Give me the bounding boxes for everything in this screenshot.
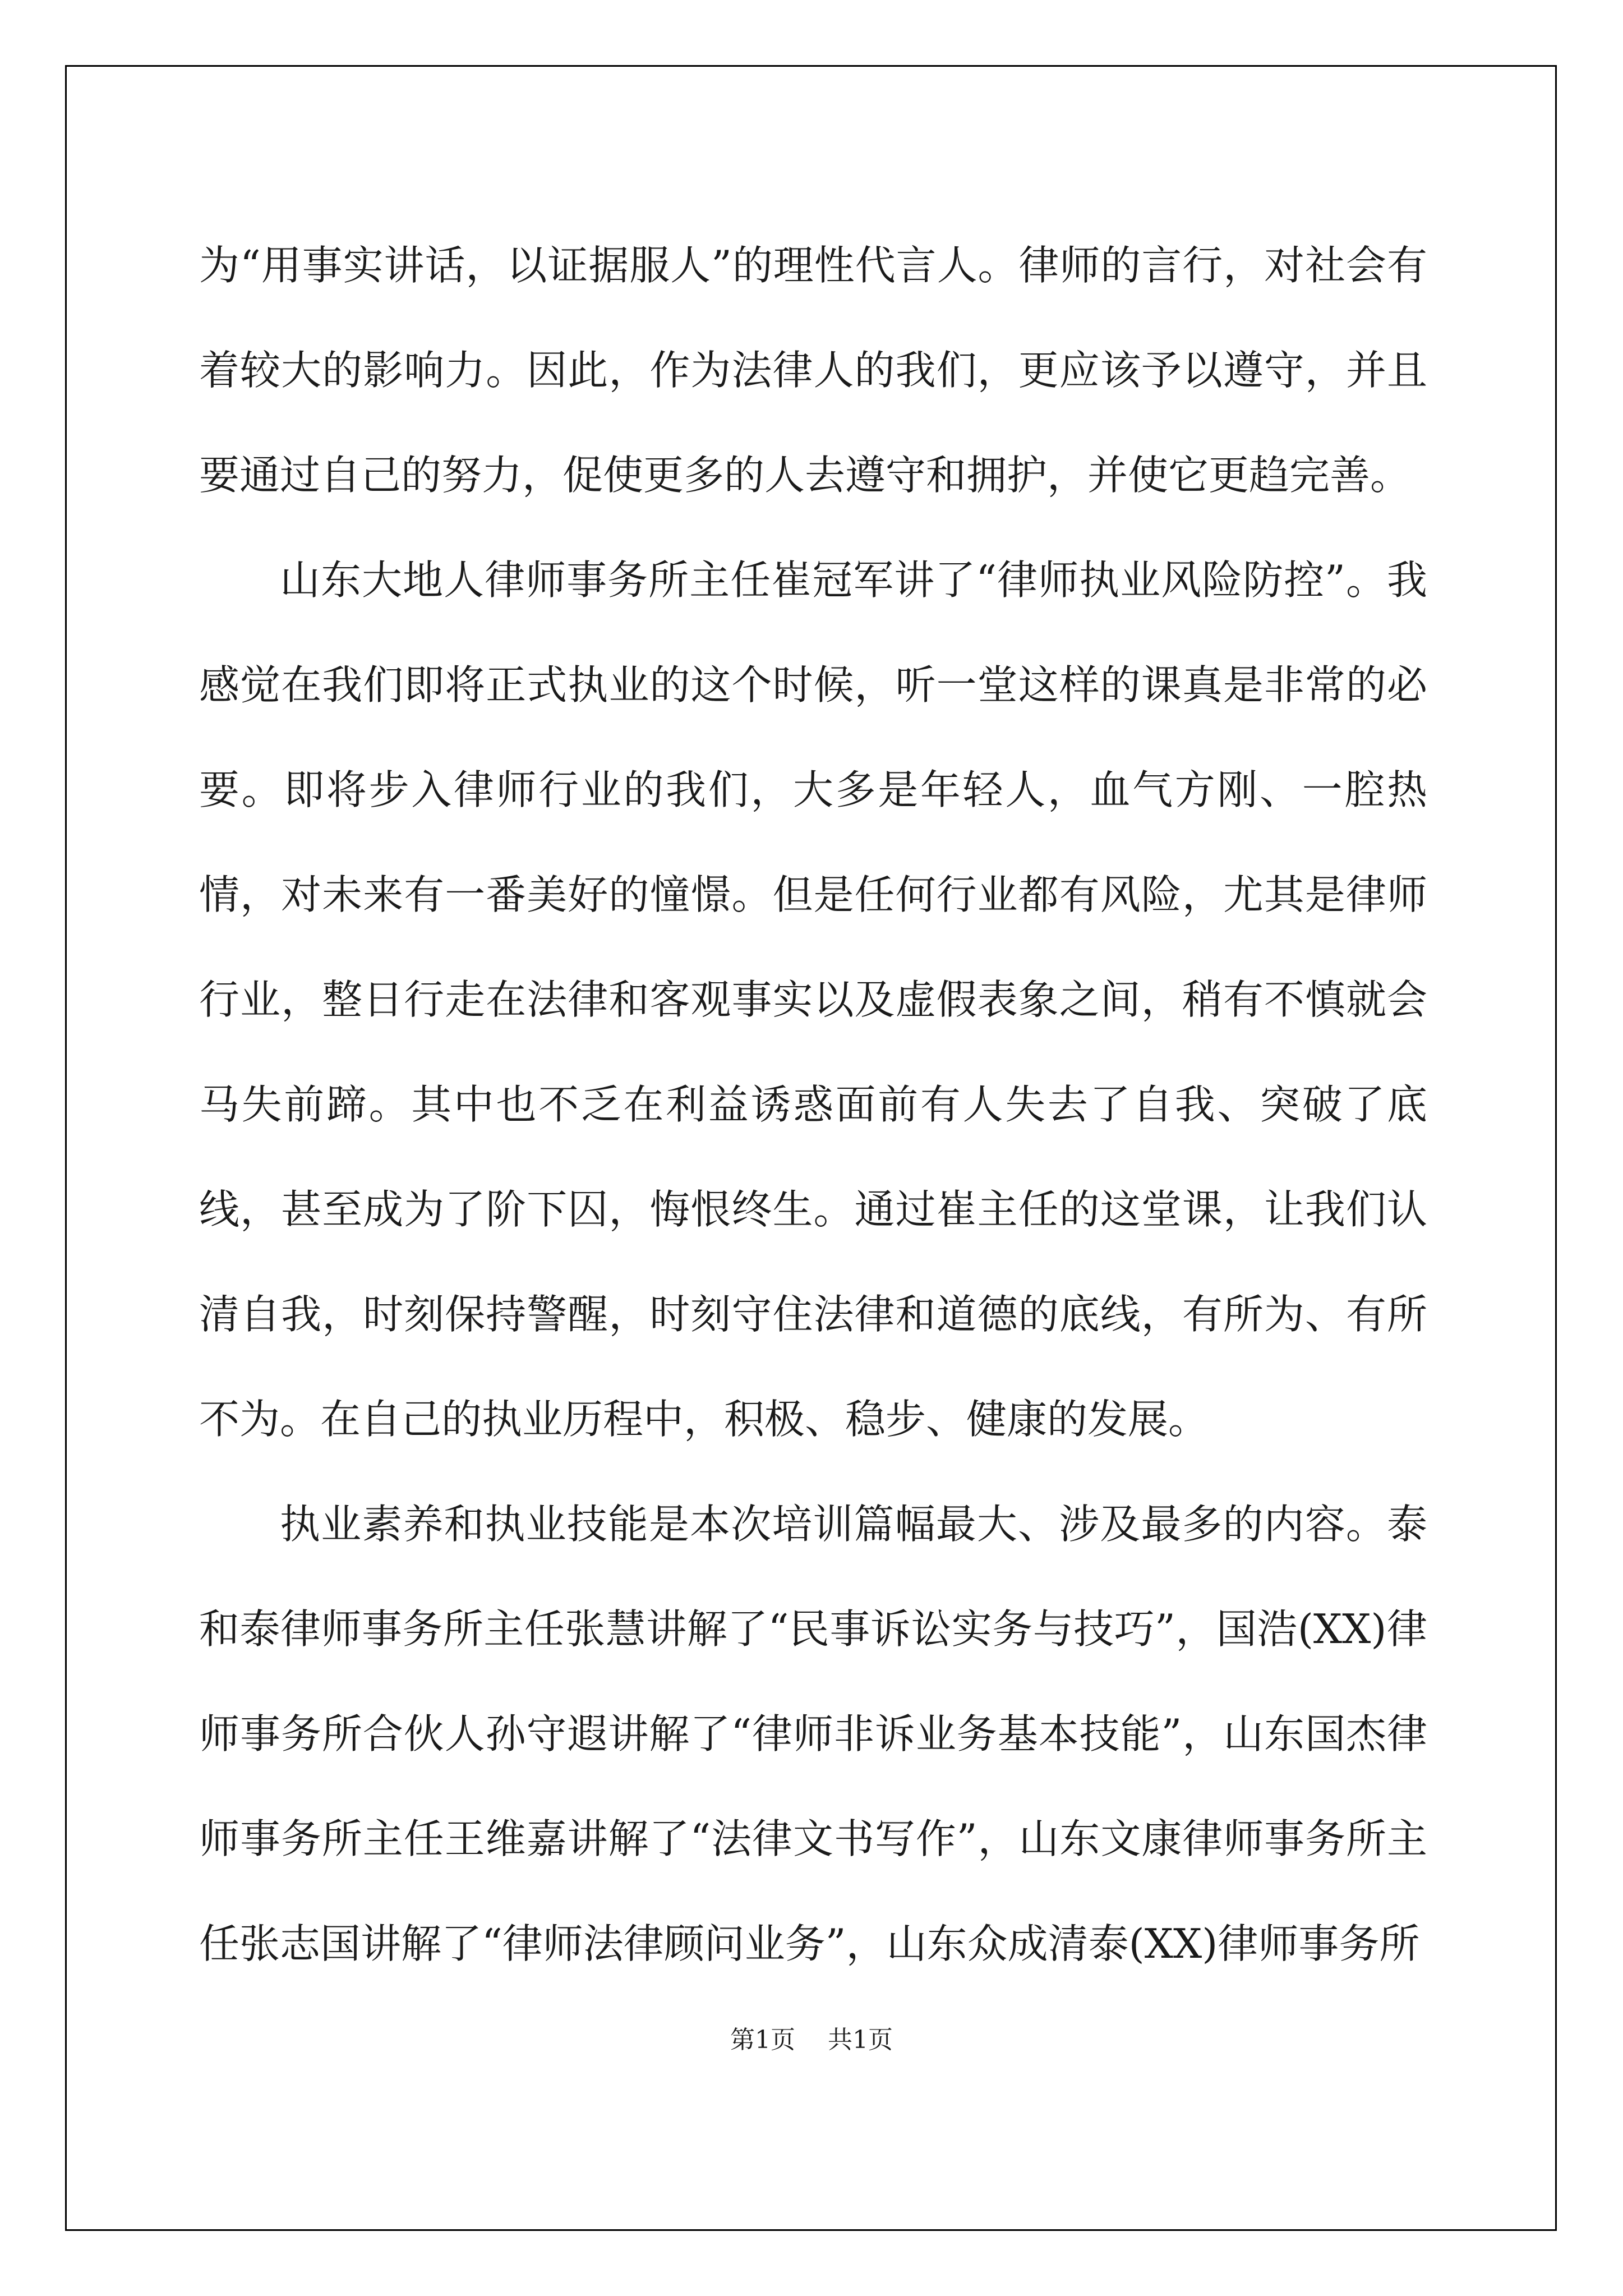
document-body [199,213,1427,1996]
paragraph-1: 为“用事实讲话，以证据服人”的理性代言人。律师的言行，对社会有着较大的影响力。因此，作为法律人的我们，更应该予以遵守，并且要通过自己的努力，促使更多的人去遵守和拥护，并使它更趋完善。 [199,242,1427,499]
total-pages: 共1页 [828,2026,893,2054]
page-number: 第1页 [730,2026,795,2054]
paragraph-3: 执业素养和执业技能是本次培训篇幅最大、涉及最多的内容。泰和泰律师事务所主任张慧讲解了“民事诉讼实务与技巧”，国浩(XX)律师事务所合伙人孙守遐讲解了“律师非诉业务基本技能”，山东国杰律师事务所主任王维嘉讲解了“法律文书写作”，山东文康律师事务所主任张志国讲解了“律师法律顾问业务”，山东众成清泰(XX)律师事务所 [199,1501,1427,1967]
paragraph-2: 山东大地人律师事务所主任崔冠军讲了“律师执业风险防控”。我感觉在我们即将正式执业的这个时候，听一堂这样的课真是非常的必要。即将步入律师行业的我们，大多是年轻人，血气方刚、一腔热情，对未来有一番美好的憧憬。但是任何行业都有风险，尤其是律师行业，整日行走在法律和客观事实以及虚假表象之间，稍有不慎就会马失前蹄。其中也不乏在利益诱惑面前有人失去了自我、突破了底线，甚至成为了阶下囚，悔恨终生。通过崔主任的这堂课，让我们认清自我，时刻保持警醒，时刻守住法律和道德的底线，有所为、有所不为。在自己的执业历程中，积极、稳步、健康的发展。 [199,556,1427,1443]
page-footer [0,2019,1623,2055]
